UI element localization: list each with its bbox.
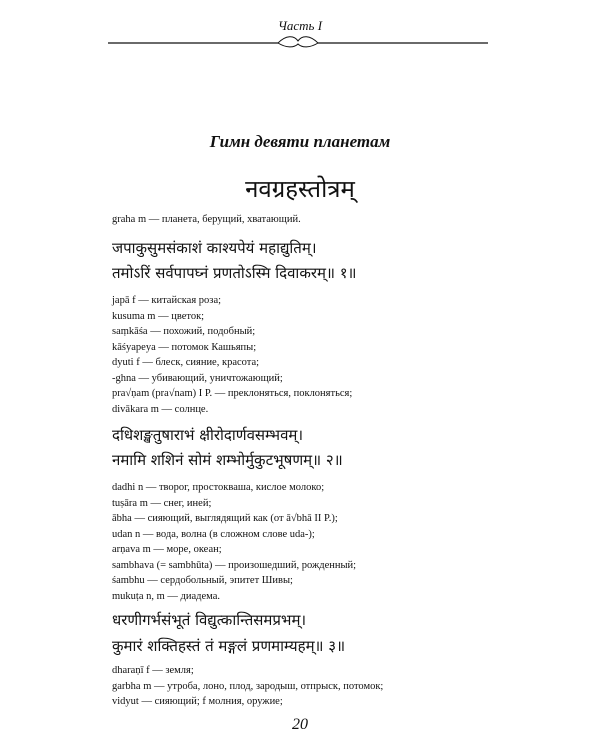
gloss-item: dadhi n — творог, простокваша, кислое молоко; xyxy=(112,482,325,493)
gloss-item: saṃkāśa — похожий, подобный; xyxy=(112,326,256,337)
verse-2-line-1: दधिशङ्खतुषाराभं क्षीरोदार्णवसम्भवम्। xyxy=(112,426,304,444)
verse-1-line-1: जपाकुसुमसंकाशं काश्यपेयं महाद्युतिम्। xyxy=(112,239,317,257)
gloss-item: kusuma m — цветок; xyxy=(112,310,205,322)
gloss-item: udan n — вода, волна (в сложном слове uda-); xyxy=(112,528,315,540)
gloss-item: pra√ṇam (pra√nam) I P. — преклоняться, поклоняться; xyxy=(112,388,353,399)
gloss-item: śambhu — сердобольный, эпитет Шивы; xyxy=(112,575,293,586)
verse-3-line-1: धरणीगर्भसंभूतं विद्युत्कान्तिसमप्रभम्। xyxy=(112,611,307,629)
gloss-item: tuṣāra m — снег, иней; xyxy=(112,497,212,509)
gloss-item: divākara m — солнце. xyxy=(112,403,209,415)
gloss-item: mukuṭa n, m — диадема. xyxy=(112,590,221,602)
verse-1-glossary xyxy=(112,293,352,417)
verse-1-line-2: तमोऽरिं सर्वपापघ्नं प्रणतोऽस्मि दिवाकरम्॥ १॥ xyxy=(112,264,357,282)
page-number: 20 xyxy=(292,716,308,733)
hymn-title-russian: Гимн девяти планетам xyxy=(209,132,391,151)
verse-2-glossary xyxy=(112,480,356,604)
gloss-item: japā f — китайская роза; xyxy=(112,295,222,306)
gloss-item: dyuti f — блеск, сияние, красота; xyxy=(112,357,260,368)
gloss-item: kāśyapeya — потомок Кашьяпы; xyxy=(112,341,257,353)
intro-gloss: graha m — планета, берущий, хватающий. xyxy=(112,214,301,225)
verse-2-line-2: नमामि शशिनं सोमं शम्भोर्मुकुटभूषणम्॥ २॥ xyxy=(112,451,343,469)
gloss-item: dharaṇī f — земля; xyxy=(112,665,194,676)
gloss-item: sambhava (= sambhūta) — произошедший, рожденный; xyxy=(112,559,357,571)
hymn-title-sanskrit: नवग्रहस्तोत्रम् xyxy=(245,175,355,203)
gloss-item: garbha m — утроба, лоно, плод, зародыш, отпрыск, потомок; xyxy=(112,680,384,692)
header-ornament-rule xyxy=(108,33,488,49)
gloss-item: ābha — сияющий, выглядящий как (от ā√bhā II P.); xyxy=(112,513,338,524)
gloss-item: arṇava m — море, океан; xyxy=(112,544,222,555)
verse-3-line-2: कुमारं शक्तिहस्तं तं मङ्गलं प्रणमाम्यहम्॥ ३॥ xyxy=(112,637,346,655)
gloss-item: vidyut — сияющий; f молния, оружие; xyxy=(112,696,283,707)
verse-3-glossary xyxy=(112,663,383,710)
gloss-item: -ghna — убивающий, уничтожающий; xyxy=(112,372,283,384)
running-header: Часть I xyxy=(277,18,323,33)
